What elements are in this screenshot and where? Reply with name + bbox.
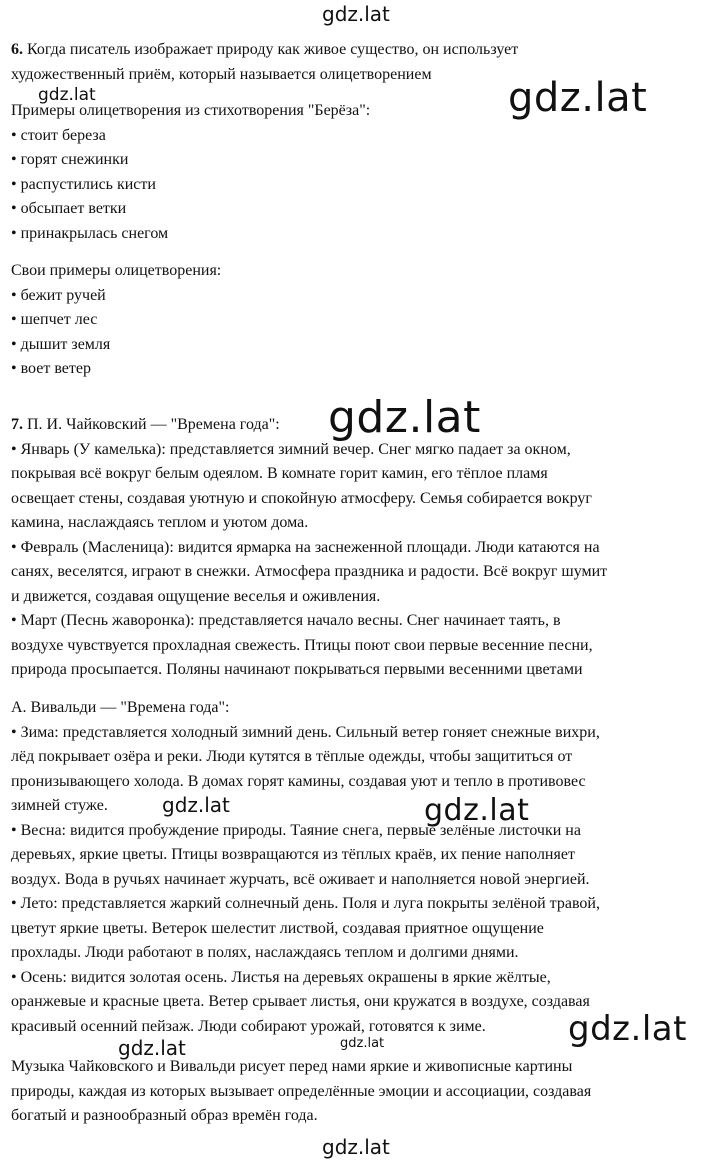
- watermark-small-left: gdz.lat: [38, 85, 96, 105]
- text-line: • Лето: представляется жаркий солнечный день. Поля и луга покрыты зелёной травой,: [11, 895, 600, 912]
- task6-intro-line: Когда писатель изображает природу как живое существо, он использует: [23, 41, 519, 58]
- vivaldi-heading: А. Вивальди — "Времена года":: [11, 699, 230, 716]
- text-line: санях, веселятся, играют в снежки. Атмосфера праздника и радости. Всё вокруг шумит: [11, 563, 608, 580]
- task6-intro-line: художественный приём, который называется олицетворением: [11, 65, 432, 83]
- text-line: зимней стуже.: [11, 797, 108, 814]
- text-line: и движется, создавая ощущение веселья и оживления.: [11, 587, 381, 605]
- own-examples: [11, 259, 711, 382]
- conclusion: [11, 1055, 711, 1129]
- list-item: • шепчет лес: [11, 311, 98, 328]
- own-heading: Свои примеры олицетворения:: [11, 262, 222, 279]
- poem-heading: Примеры олицетворения из стихотворения "Берёза":: [11, 102, 371, 119]
- text-line: пронизывающего холода. В домах горят камины, создавая уют и тепло в противовес: [11, 772, 586, 790]
- text-line: оранжевые и красные цвета. Ветер срывает листья, они кружатся в воздухе, создавая: [11, 993, 590, 1010]
- watermark-mid-right: gdz.lat: [424, 793, 530, 828]
- tchaikovsky-section: [11, 413, 711, 683]
- poem-examples: [11, 99, 711, 246]
- list-item: • бежит ручей: [11, 286, 106, 304]
- text-line: природы, каждая из которых вызывает определённые эмоции и ассоциации, создавая: [11, 1082, 592, 1100]
- watermark-bottom-right: gdz.lat: [568, 1009, 687, 1049]
- task7-heading: П. И. Чайковский — "Времена года":: [23, 416, 280, 433]
- text-line: прохлады. Люди работают в полях, наслаждаясь теплом и долгими днями.: [11, 944, 519, 961]
- text-line: Музыка Чайковского и Вивальди рисует перед нами яркие и живописные картины: [11, 1058, 573, 1075]
- watermark-large-center: gdz.lat: [328, 392, 481, 443]
- watermark-bottom-left: gdz.lat: [118, 1036, 186, 1060]
- text-line: • Март (Песнь жаворонка): представляется начало весны. Снег начинает таять, в: [11, 612, 561, 629]
- text-line: природа просыпается. Поляны начинают покрываться первыми весенними цветами: [11, 661, 583, 678]
- text-line: воздух. Вода в ручьях начинает журчать, всё оживает и наполняется новой энергией.: [11, 870, 590, 888]
- list-item: • стоит береза: [11, 126, 106, 144]
- text-line: • Январь (У камелька): представляется зимний вечер. Снег мягко падает за окном,: [11, 440, 571, 458]
- watermark-footer: gdz.lat: [322, 1135, 390, 1159]
- vivaldi-section: [11, 696, 711, 1039]
- text-line: богатый и разнообразный образ времён года.: [11, 1107, 318, 1124]
- watermark-top: gdz.lat: [322, 2, 390, 26]
- list-item: • распустились кисти: [11, 175, 156, 193]
- list-item: • обсыпает ветки: [11, 200, 127, 217]
- list-item: • принакрылась снегом: [11, 224, 169, 242]
- text-line: камина, наслаждаясь теплом и уютом дома.: [11, 514, 309, 531]
- text-line: цветут яркие цветы. Ветерок шелестит листвой, создавая приятное ощущение: [11, 919, 544, 937]
- text-line: лёд покрывает озёра и реки. Люди кутятся в тёплые одежды, чтобы защититься от: [11, 748, 573, 765]
- text-line: деревьях, яркие цветы. Птицы возвращаются из тёплых краёв, их пение наполняет: [11, 846, 575, 863]
- text-line: • Весна: видится пробуждение природы. Таяние снега, первые зелёные листочки на: [11, 821, 581, 839]
- text-line: • Зима: представляется холодный зимний день. Сильный ветер гоняет снежные вихри,: [11, 723, 600, 741]
- list-item: • дышит земля: [11, 335, 111, 353]
- text-line: красивый осенний пейзаж. Люди собирают урожай, готовятся к зиме.: [11, 1017, 486, 1035]
- text-line: покрывая всё вокруг белым одеялом. В комнате горит камин, его тёплое пламя: [11, 465, 548, 482]
- watermark-mid-left: gdz.lat: [162, 793, 230, 817]
- watermark-large-right: gdz.lat: [508, 75, 648, 121]
- text-line: • Февраль (Масленица): видится ярмарка на заснеженной площади. Люди катаются на: [11, 538, 600, 556]
- list-item: • воет ветер: [11, 360, 91, 377]
- text-line: освещает стены, создавая уютную и спокойную атмосферу. Семья собирается вокруг: [11, 489, 592, 507]
- watermark-bottom-tiny: gdz.lat: [340, 1036, 385, 1051]
- task7-number: 7.: [11, 416, 23, 433]
- list-item: • горят снежинки: [11, 151, 129, 168]
- text-line: • Осень: видится золотая осень. Листья на деревьях окрашены в яркие жёлтые,: [11, 968, 551, 986]
- task6-number: 6.: [11, 41, 23, 58]
- text-line: воздухе чувствуется прохладная свежесть. Птицы поют свои первые весенние песни,: [11, 636, 593, 654]
